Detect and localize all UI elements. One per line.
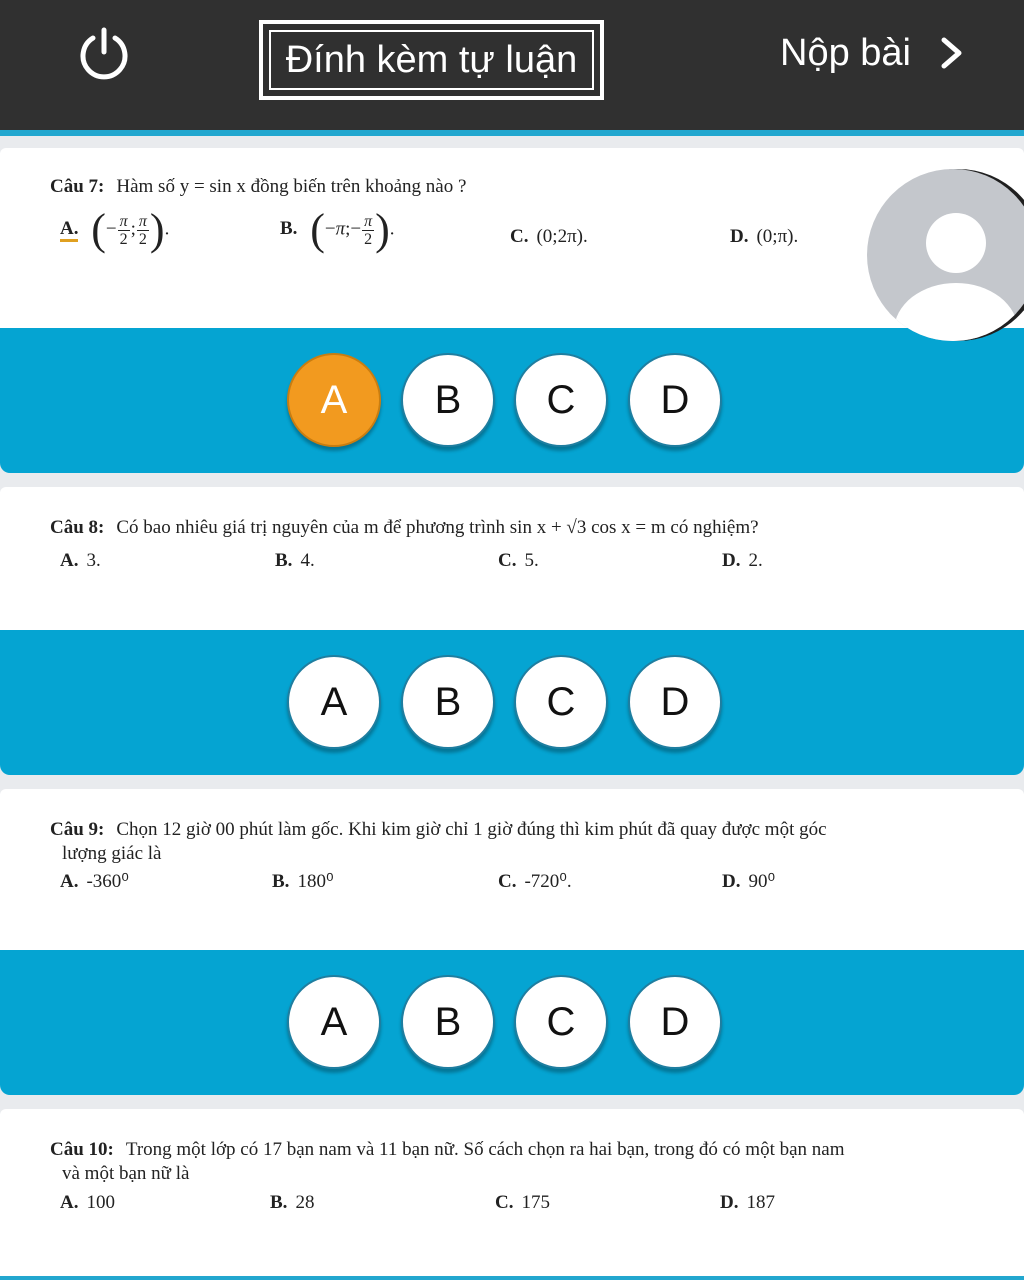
option-c: [510, 226, 588, 248]
option-text: -720⁰.: [524, 871, 572, 892]
question-card-9: [0, 789, 1024, 957]
option-label: B.: [275, 550, 293, 571]
answer-letter: C: [546, 679, 576, 724]
option-label: B.: [280, 218, 298, 240]
option-label: B.: [270, 1192, 288, 1213]
option-formula: (−π;− $\frac{\pi}{2}$ ).: [310, 205, 395, 254]
question-number: Câu 10:: [50, 1139, 114, 1160]
option-b: [270, 1192, 314, 1214]
option-text: 3.: [86, 550, 101, 571]
option-text: 28: [295, 1192, 315, 1213]
option-text: 175: [521, 1192, 550, 1213]
answer-button-d[interactable]: [628, 353, 722, 447]
answer-letter: D: [660, 679, 690, 724]
answer-button-b[interactable]: [401, 353, 495, 447]
answer-button-d[interactable]: [628, 655, 722, 749]
option-text: 100: [86, 1192, 115, 1213]
question-text: Chọn 12 giờ 00 phút làm gốc. Khi kim giờ chỉ 1 giờ đúng thì kim phút đã quay được một góc: [116, 819, 827, 840]
answer-button-c[interactable]: [514, 353, 608, 447]
answer-letter: D: [660, 999, 690, 1044]
answer-letter: A: [320, 377, 348, 422]
header-accent-line: [0, 130, 1024, 136]
option-a: [60, 1192, 115, 1214]
option-label: C.: [498, 550, 517, 571]
answer-letter: C: [546, 377, 576, 422]
answer-letter: B: [434, 679, 462, 724]
option-label: A.: [60, 218, 78, 242]
option-text: 4.: [300, 550, 315, 571]
question-stem: [50, 517, 759, 539]
option-text: 180⁰: [297, 871, 334, 892]
question-text: Trong một lớp có 17 bạn nam và 11 bạn nữ. Số cách chọn ra hai bạn, trong đó có một bạn nam: [125, 1139, 845, 1160]
option-c: [495, 1192, 550, 1214]
question-text: Có bao nhiêu giá trị nguyên của m để phương trình sin x + √3 cos x = m có nghiệm?: [116, 517, 759, 538]
answer-button-a[interactable]: [287, 655, 381, 749]
option-text: 5.: [524, 550, 539, 571]
question-text-continued: lượng giác là: [62, 843, 162, 864]
option-c: [498, 550, 539, 572]
question-text: Hàm số y = sin x đồng biến trên khoảng nào ?: [116, 176, 467, 197]
power-icon[interactable]: [76, 25, 132, 81]
answer-button-a[interactable]: [287, 353, 381, 447]
option-label: A.: [60, 871, 79, 892]
answer-button-a[interactable]: [287, 975, 381, 1069]
option-b: [280, 205, 395, 254]
option-text: -360⁰: [86, 871, 129, 892]
answer-bar-8: [0, 630, 1024, 775]
answer-button-c[interactable]: [514, 655, 608, 749]
option-d: [722, 870, 775, 893]
option-a: [60, 550, 101, 572]
answer-bar-7: [0, 328, 1024, 473]
answer-letter: A: [320, 999, 348, 1044]
question-number: Câu 7:: [50, 176, 105, 197]
chevron-right-icon: [939, 36, 965, 70]
submit-label: Nộp bài: [780, 31, 911, 74]
top-bar: [0, 0, 1024, 130]
question-text-continued: và một bạn nữ là: [62, 1163, 190, 1184]
answer-bar-9: [0, 950, 1024, 1095]
option-label: A.: [60, 550, 79, 571]
question-card-10: [0, 1109, 1024, 1280]
option-d: [722, 550, 763, 572]
answer-letter: C: [546, 999, 576, 1044]
answer-letter: A: [320, 679, 348, 724]
option-a: [60, 870, 129, 893]
option-label: D.: [730, 226, 749, 247]
option-label: D.: [720, 1192, 739, 1213]
question-number: Câu 9:: [50, 819, 105, 840]
user-avatar-icon[interactable]: [866, 166, 1024, 344]
question-stem: [50, 1139, 845, 1161]
attach-essay-button[interactable]: [259, 20, 604, 100]
bottom-accent-line: [0, 1276, 1024, 1280]
question-stem: [50, 176, 466, 198]
option-text: (0;π).: [756, 226, 799, 247]
option-text: 90⁰: [748, 871, 776, 892]
option-d: [720, 1192, 775, 1214]
option-text: (0;2π).: [536, 226, 588, 247]
option-label: D.: [722, 550, 741, 571]
option-label: A.: [60, 1192, 79, 1213]
option-c: [498, 870, 572, 893]
option-b: [275, 550, 315, 572]
option-label: C.: [510, 226, 529, 247]
answer-button-c[interactable]: [514, 975, 608, 1069]
option-b: [272, 870, 334, 893]
answer-letter: D: [660, 377, 690, 422]
option-text: 187: [746, 1192, 775, 1213]
question-stem: [50, 819, 827, 841]
answer-button-b[interactable]: [401, 975, 495, 1069]
option-a: [60, 205, 170, 254]
option-label: C.: [495, 1192, 514, 1213]
option-formula: (− $\frac{\pi}{2}$ ; $\frac{\pi}{2}$ ).: [91, 205, 170, 254]
answer-letter: B: [434, 999, 462, 1044]
option-d: [730, 226, 798, 248]
answer-letter: B: [434, 377, 462, 422]
answer-button-d[interactable]: [628, 975, 722, 1069]
question-number: Câu 8:: [50, 517, 105, 538]
option-label: B.: [272, 871, 290, 892]
option-label: C.: [498, 871, 517, 892]
question-card-8: [0, 487, 1024, 637]
submit-button[interactable]: [780, 28, 965, 78]
attach-essay-label: Đính kèm tự luận: [285, 38, 578, 81]
option-label: D.: [722, 871, 741, 892]
option-text: 2.: [748, 550, 763, 571]
answer-button-b[interactable]: [401, 655, 495, 749]
